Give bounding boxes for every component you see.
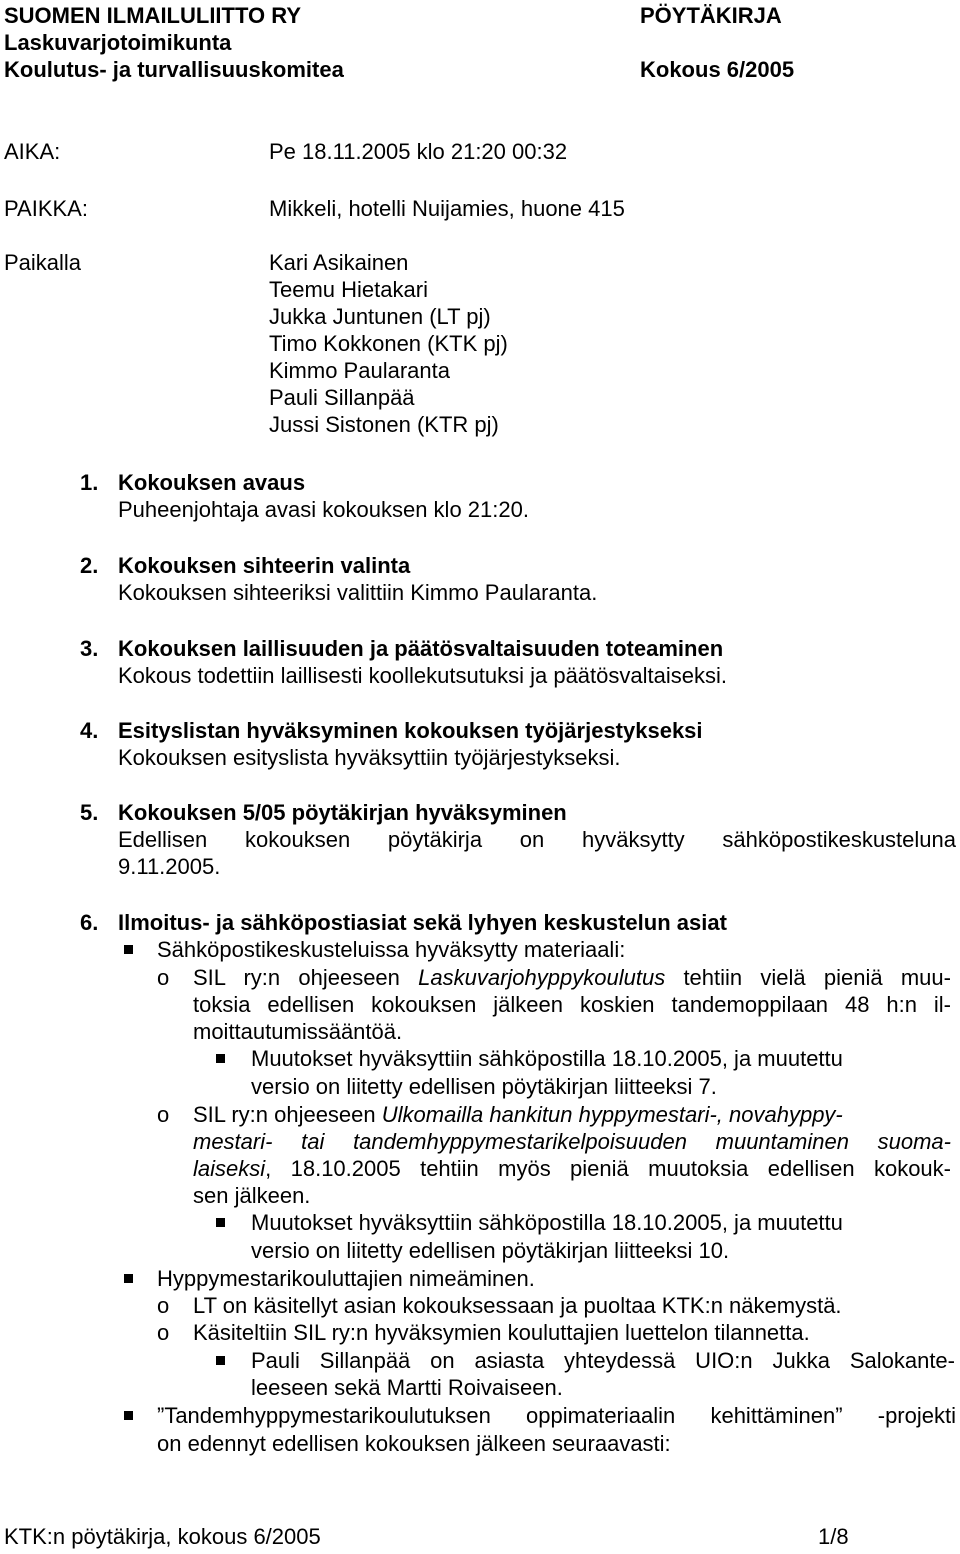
section-number: 3. <box>80 636 99 661</box>
attendee: Kari Asikainen <box>269 250 409 275</box>
letterhead <box>4 2 344 83</box>
attendee: Pauli Sillanpää <box>269 385 415 410</box>
section-number: 1. <box>80 470 99 495</box>
page-number: 1/8 <box>818 1524 849 1549</box>
list-item-line: Muutokset hyväksyttiin sähköpostilla 18.10.2005, ja muutettu <box>251 1210 843 1235</box>
section-body: Puheenjohtaja avasi kokouksen klo 21:20. <box>118 497 529 522</box>
place-label: PAIKKA: <box>4 196 88 221</box>
square-bullet-icon <box>216 1054 225 1063</box>
bullet-text: ”Tandemhyppymestarikoulutuksen oppimateriaalin kehittäminen” -projekti <box>157 1403 956 1428</box>
list-item-line: moittautumissääntöä. <box>193 1019 403 1044</box>
list-item-line: leeseen sekä Martti Roivaiseen. <box>251 1375 563 1400</box>
section-body: Kokouksen esityslista hyväksyttiin työjärjestykseksi. <box>118 745 621 770</box>
section-title: Kokouksen sihteerin valinta <box>118 553 411 578</box>
section-title: Ilmoitus- ja sähköpostiasiat sekä lyhyen keskustelun asiat <box>118 910 727 935</box>
bullet-text: Sähköpostikeskusteluissa hyväksytty materiaali: <box>157 937 626 962</box>
bullet-text: Hyppymestarikouluttajien nimeäminen. <box>157 1266 535 1291</box>
section-title: Kokouksen avaus <box>118 470 306 495</box>
section-number: 2. <box>80 553 99 578</box>
attendee: Teemu Hietakari <box>269 277 428 302</box>
place-value: Mikkeli, hotelli Nuijamies, huone 415 <box>269 196 625 221</box>
list-item-line: SIL ry:n ohjeeseen Laskuvarjohyppykoulutus tehtiin vielä pieniä muu- <box>193 965 951 990</box>
circle-bullet-icon: o <box>157 1293 170 1318</box>
list-item-line: versio on liitetty edellisen pöytäkirjan liitteeksi 7. <box>251 1074 717 1099</box>
circle-bullet-icon: o <box>157 965 170 990</box>
square-bullet-icon <box>124 1411 133 1420</box>
attendee-list <box>269 249 508 438</box>
section-title: Kokouksen 5/05 pöytäkirjan hyväksyminen <box>118 800 567 825</box>
square-bullet-icon <box>216 1356 225 1365</box>
list-item-line: SIL ry:n ohjeeseen Ulkomailla hankitun hyppymestari-, novahyppy- <box>193 1102 843 1127</box>
square-bullet-icon <box>216 1218 225 1227</box>
section-body: Kokouksen sihteeriksi valittiin Kimmo Paularanta. <box>118 580 598 605</box>
section-number: 4. <box>80 718 99 743</box>
list-item-line: mestari- tai tandemhyppymestarikelpoisuuden muuntaminen suoma- <box>193 1129 951 1154</box>
bullet-text: on edennyt edellisen kokouksen jälkeen seuraavasti: <box>157 1431 671 1456</box>
attendee: Jussi Sistonen (KTR pj) <box>269 412 499 437</box>
list-item-line: Muutokset hyväksyttiin sähköpostilla 18.10.2005, ja muutettu <box>251 1046 843 1071</box>
list-item-line: Pauli Sillanpää on asiasta yhteydessä UIO:n Jukka Salokante- <box>251 1348 955 1373</box>
time-label: AIKA: <box>4 139 61 164</box>
meeting-number: Kokous 6/2005 <box>640 57 795 82</box>
section-number: 6. <box>80 910 99 935</box>
square-bullet-icon <box>124 945 133 954</box>
square-bullet-icon <box>124 1274 133 1283</box>
attendee: Jukka Juntunen (LT pj) <box>269 304 491 329</box>
section-body-line: 9.11.2005. <box>118 854 221 879</box>
section-title: Esityslistan hyväksyminen kokouksen työjärjestykseksi <box>118 718 703 743</box>
section-body: Kokous todettiin laillisesti koollekutsutuksi ja päätösvaltaiseksi. <box>118 663 727 688</box>
list-item-line: toksia edellisen kokouksen jälkeen koskien tandemoppilaan 48 h:n il- <box>193 992 951 1017</box>
section-number: 5. <box>80 800 99 825</box>
footer-text: KTK:n pöytäkirja, kokous 6/2005 <box>4 1524 321 1549</box>
doc-header-right <box>640 2 794 83</box>
attendee: Kimmo Paularanta <box>269 358 450 383</box>
section-body-line: Edellisen kokouksen pöytäkirja on hyväksytty sähköpostikeskusteluna <box>118 827 956 852</box>
doc-type: PÖYTÄKIRJA <box>640 3 782 28</box>
list-item-line: versio on liitetty edellisen pöytäkirjan liitteeksi 10. <box>251 1238 730 1263</box>
org-name: SUOMEN ILMAILULIITTO RY <box>4 3 301 28</box>
committee-name: Laskuvarjotoimikunta <box>4 30 232 55</box>
present-label: Paikalla <box>4 250 82 275</box>
circle-bullet-icon: o <box>157 1102 170 1127</box>
subcommittee-name: Koulutus- ja turvallisuuskomitea <box>4 57 344 82</box>
list-item-line: LT on käsitellyt asian kokouksessaan ja puoltaa KTK:n näkemystä. <box>193 1293 842 1318</box>
list-item-line: Käsiteltiin SIL ry:n hyväksymien kouluttajien luettelon tilannetta. <box>193 1320 810 1345</box>
time-value: Pe 18.11.2005 klo 21:20 00:32 <box>269 139 568 164</box>
circle-bullet-icon: o <box>157 1320 170 1345</box>
attendee: Timo Kokkonen (KTK pj) <box>269 331 508 356</box>
list-item-line: laiseksi, 18.10.2005 tehtiin myös pieniä muutoksia edellisen kokouk- <box>193 1156 951 1181</box>
section-title: Kokouksen laillisuuden ja päätösvaltaisuuden toteaminen <box>118 636 724 661</box>
list-item-line: sen jälkeen. <box>193 1183 311 1208</box>
